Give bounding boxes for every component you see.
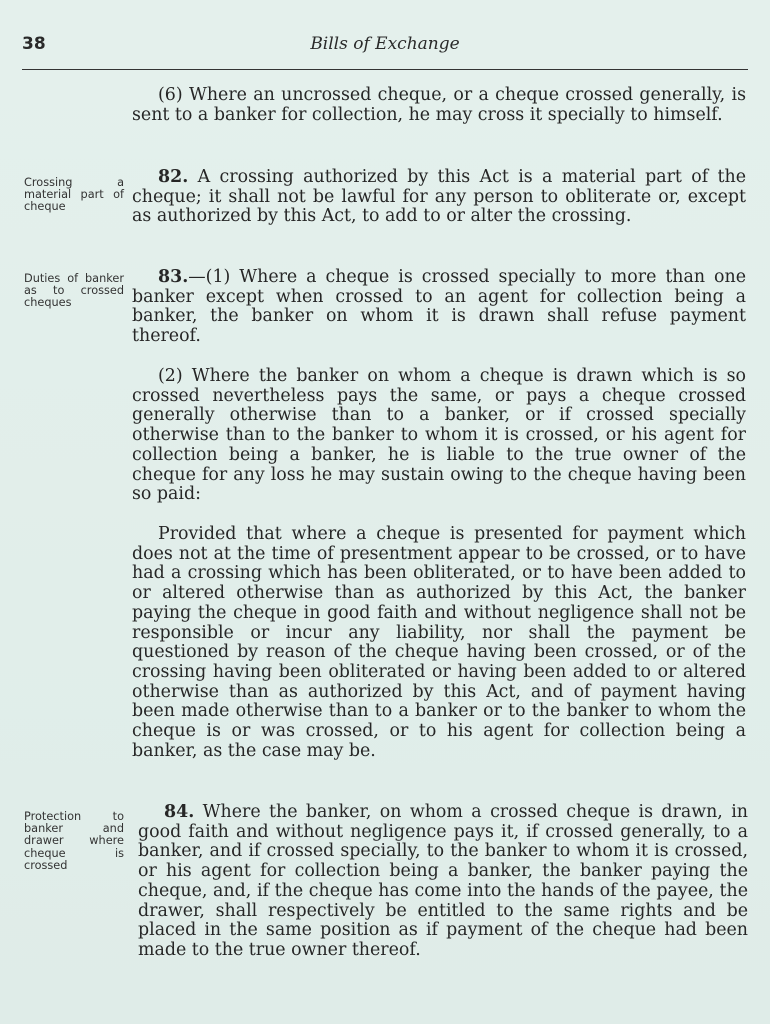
header-rule <box>22 69 748 70</box>
margin-note-section-83: Duties of banker as to crossed cheques <box>24 272 124 310</box>
page-header <box>22 34 748 64</box>
section-82 <box>132 168 746 227</box>
section-84 <box>138 803 748 961</box>
section-82-number: 82. <box>158 167 189 187</box>
paragraph-subsection-6: (6) Where an uncrossed cheque, or a cheque crossed generally, is sent to a banker for collection, he may cross it specially to himself. <box>132 85 746 125</box>
section-83-proviso: Provided that where a cheque is presented for payment which does not at the time of presentment appear to be crossed, or to have had a crossing which has been obliterated, or to have been added to or altered otherwise than as authorized by this Act, the banker paying the cheque in good faith and without negligence shall not be responsible or incur any liability, nor shall the payment be questioned by reason of the cheque having been crossed, or of the crossing having been obliterated or having been added to or altered otherwise than as authorized by this Act, and of payment having been made otherwise than to a banker or to the banker to whom the cheque is or was crossed, or to his agent for collection being a banker, as the case may be. <box>132 524 746 761</box>
running-title: Bills of Exchange <box>310 34 460 54</box>
margin-note-section-84: Protection to banker and drawer where cheque is crossed <box>24 810 124 872</box>
section-83-subsection-2: (2) Where the banker on whom a cheque is drawn which is so crossed nevertheless pays the same, or pays a cheque crossed generally otherwise than to a banker, or if crossed specially otherwise than to the banker to whom it is crossed, or his agent for collection being a banker, he is liable to the true owner of the cheque for any loss he may sustain owing to the cheque having been so paid: <box>132 366 746 505</box>
section-82-text: A crossing authorized by this Act is a material part of the cheque; it shall not be lawful for any person to obliterate or, except as authorized by this Act, to add to or alter the crossing. <box>132 167 746 227</box>
section-84-text: Where the banker, on whom a crossed cheque is drawn, in good faith and without negligence pays it, if crossed generally, to a banker, and if crossed specially, to the banker to whom it is crossed, or his agent for collection being a banker, the banker paying the cheque, and, if the cheque has come into the hands of the payee, the drawer, shall respectively be entitled to the same rights and be placed in the same position as if payment of the cheque had been made to the true owner thereof. <box>138 802 748 960</box>
page-number: 38 <box>22 34 46 54</box>
section-83-number: 83. <box>158 267 189 287</box>
section-84-number: 84. <box>164 802 195 822</box>
section-83-subsection-1 <box>132 268 746 347</box>
section-83-text: —(1) Where a cheque is crossed specially to more than one banker except when crossed to an agent for collection being a banker, the banker on whom it is drawn shall refuse payment thereof. <box>132 267 746 347</box>
margin-note-section-82: Crossing a material part of cheque <box>24 176 124 214</box>
